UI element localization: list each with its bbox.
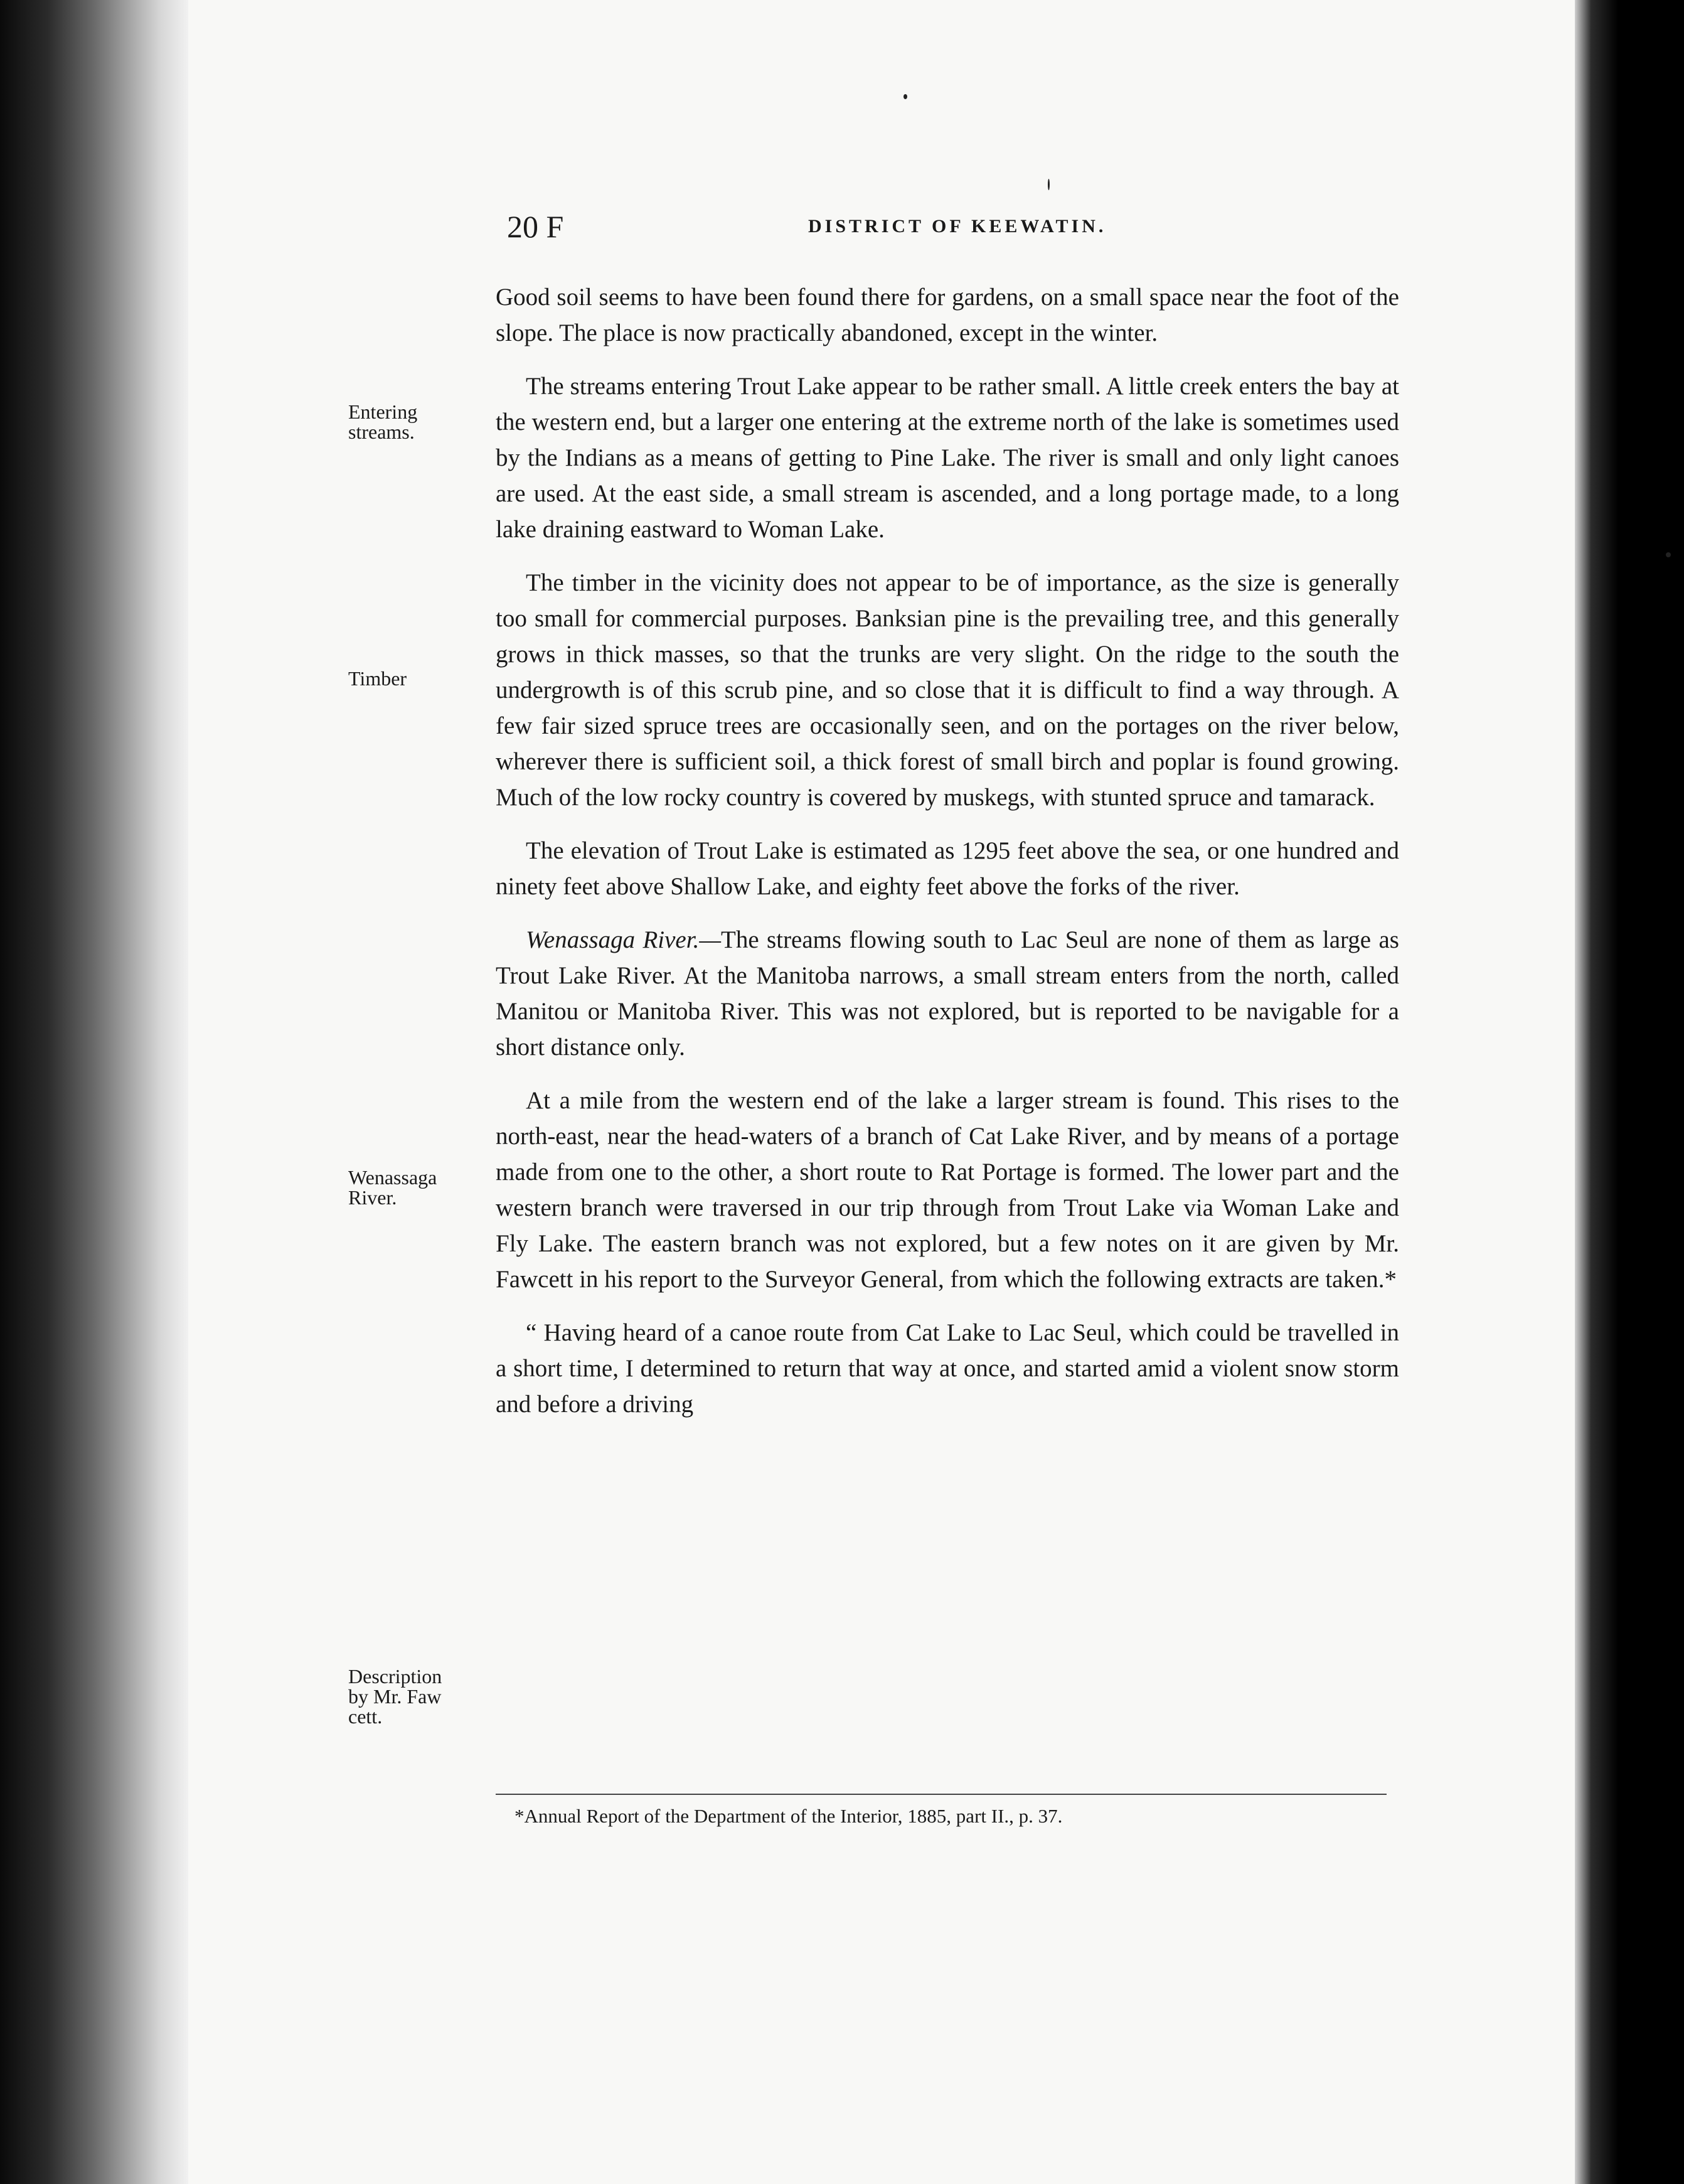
paper-speck (1048, 179, 1050, 190)
paragraph-quote-fawcett: “ Having heard of a canoe route from Cat Lake to Lac Seul, which could be travelled in a short time, I determined to return that way at once, and started amid a violent snow storm and before a driving (496, 1319, 1399, 1418)
paragraph-elevation: The elevation of Trout Lake is estimated as 1295 feet above the sea, or one hundred and ninety feet above Shallow Lake, and eighty feet above the forks of the river. (496, 837, 1399, 900)
paper-speck (1666, 552, 1671, 557)
body-text (496, 279, 1399, 1440)
paragraph-wenassaga (496, 922, 1399, 1065)
footnote: *Annual Report of the Department of the Interior, 1885, part II., p. 37. (514, 1805, 1063, 1827)
paragraph-good-soil: Good soil seems to have been found there for gardens, on a small space near the foot of the slope. The place is now practically abandoned, except in the winter. (496, 284, 1399, 346)
book-binding-shadow (0, 0, 188, 2184)
footnote-rule (496, 1794, 1387, 1795)
margin-note-timber: Timber (348, 667, 407, 690)
margin-note-description-fawcett: Description by Mr. Faw cett. (348, 1665, 442, 1728)
page-number: 20 F (507, 209, 564, 244)
page-header (507, 208, 1417, 252)
margin-note-wenassaga-river: Wenassaga River. (348, 1166, 437, 1209)
paragraph-western-stream: At a mile from the western end of the lake a larger stream is found. This rises to the north-east, near the head-waters of a branch of Cat Lake River, and by means of a portage made from one to the other, a short route to Rat Portage is formed. The lower part and the western branch were traversed in our trip through from Trout Lake via Woman Lake and Fly Lake. The eastern branch was not explored, but a few notes on it are given by Mr. Fawcett in his report to the Surveyor General, from which the following extracts are taken.* (496, 1087, 1399, 1293)
running-title: DISTRICT OF KEEWATIN. (808, 216, 1107, 237)
facing-page-edge (1575, 0, 1684, 2184)
margin-note-entering-streams: Entering streams. (348, 400, 418, 443)
paragraph-entering-streams: The streams entering Trout Lake appear to be rather small. A little creek enters the bay at the western end, but a larger one entering at the extreme north of the lake is sometimes used by the Indians as a means of getting to Pine Lake. The river is small and only light canoes are used. At the east side, a small stream is ascended, and a long portage made, to a long lake draining eastward to Woman Lake. (496, 373, 1399, 543)
wenassaga-text: The streams flowing south to Lac Seul are none of them as large as Trout Lake River. At the Manitoba narrows, a small stream enters from the north, called Manitou or Manitoba River. This was not explored, but is reported to be navigable for a short distance only. (496, 926, 1399, 1061)
paragraph-timber: The timber in the vicinity does not appear to be of importance, as the size is generally too small for commercial purposes. Banksian pine is the prevailing tree, and this generally grows in thick masses, so that the trunks are very slight. On the ridge to the south the undergrowth is of this scrub pine, and so close that it is difficult to find a way through. A few fair sized spruce trees are occasionally seen, and on the portages on the river below, wherever there is sufficient soil, a thick forest of small birch and poplar is found growing. Much of the low rocky country is covered by muskegs, with stunted spruce and tamarack. (496, 569, 1399, 811)
paper-speck (903, 94, 907, 99)
wenassaga-heading: Wenassaga River.— (526, 926, 722, 953)
